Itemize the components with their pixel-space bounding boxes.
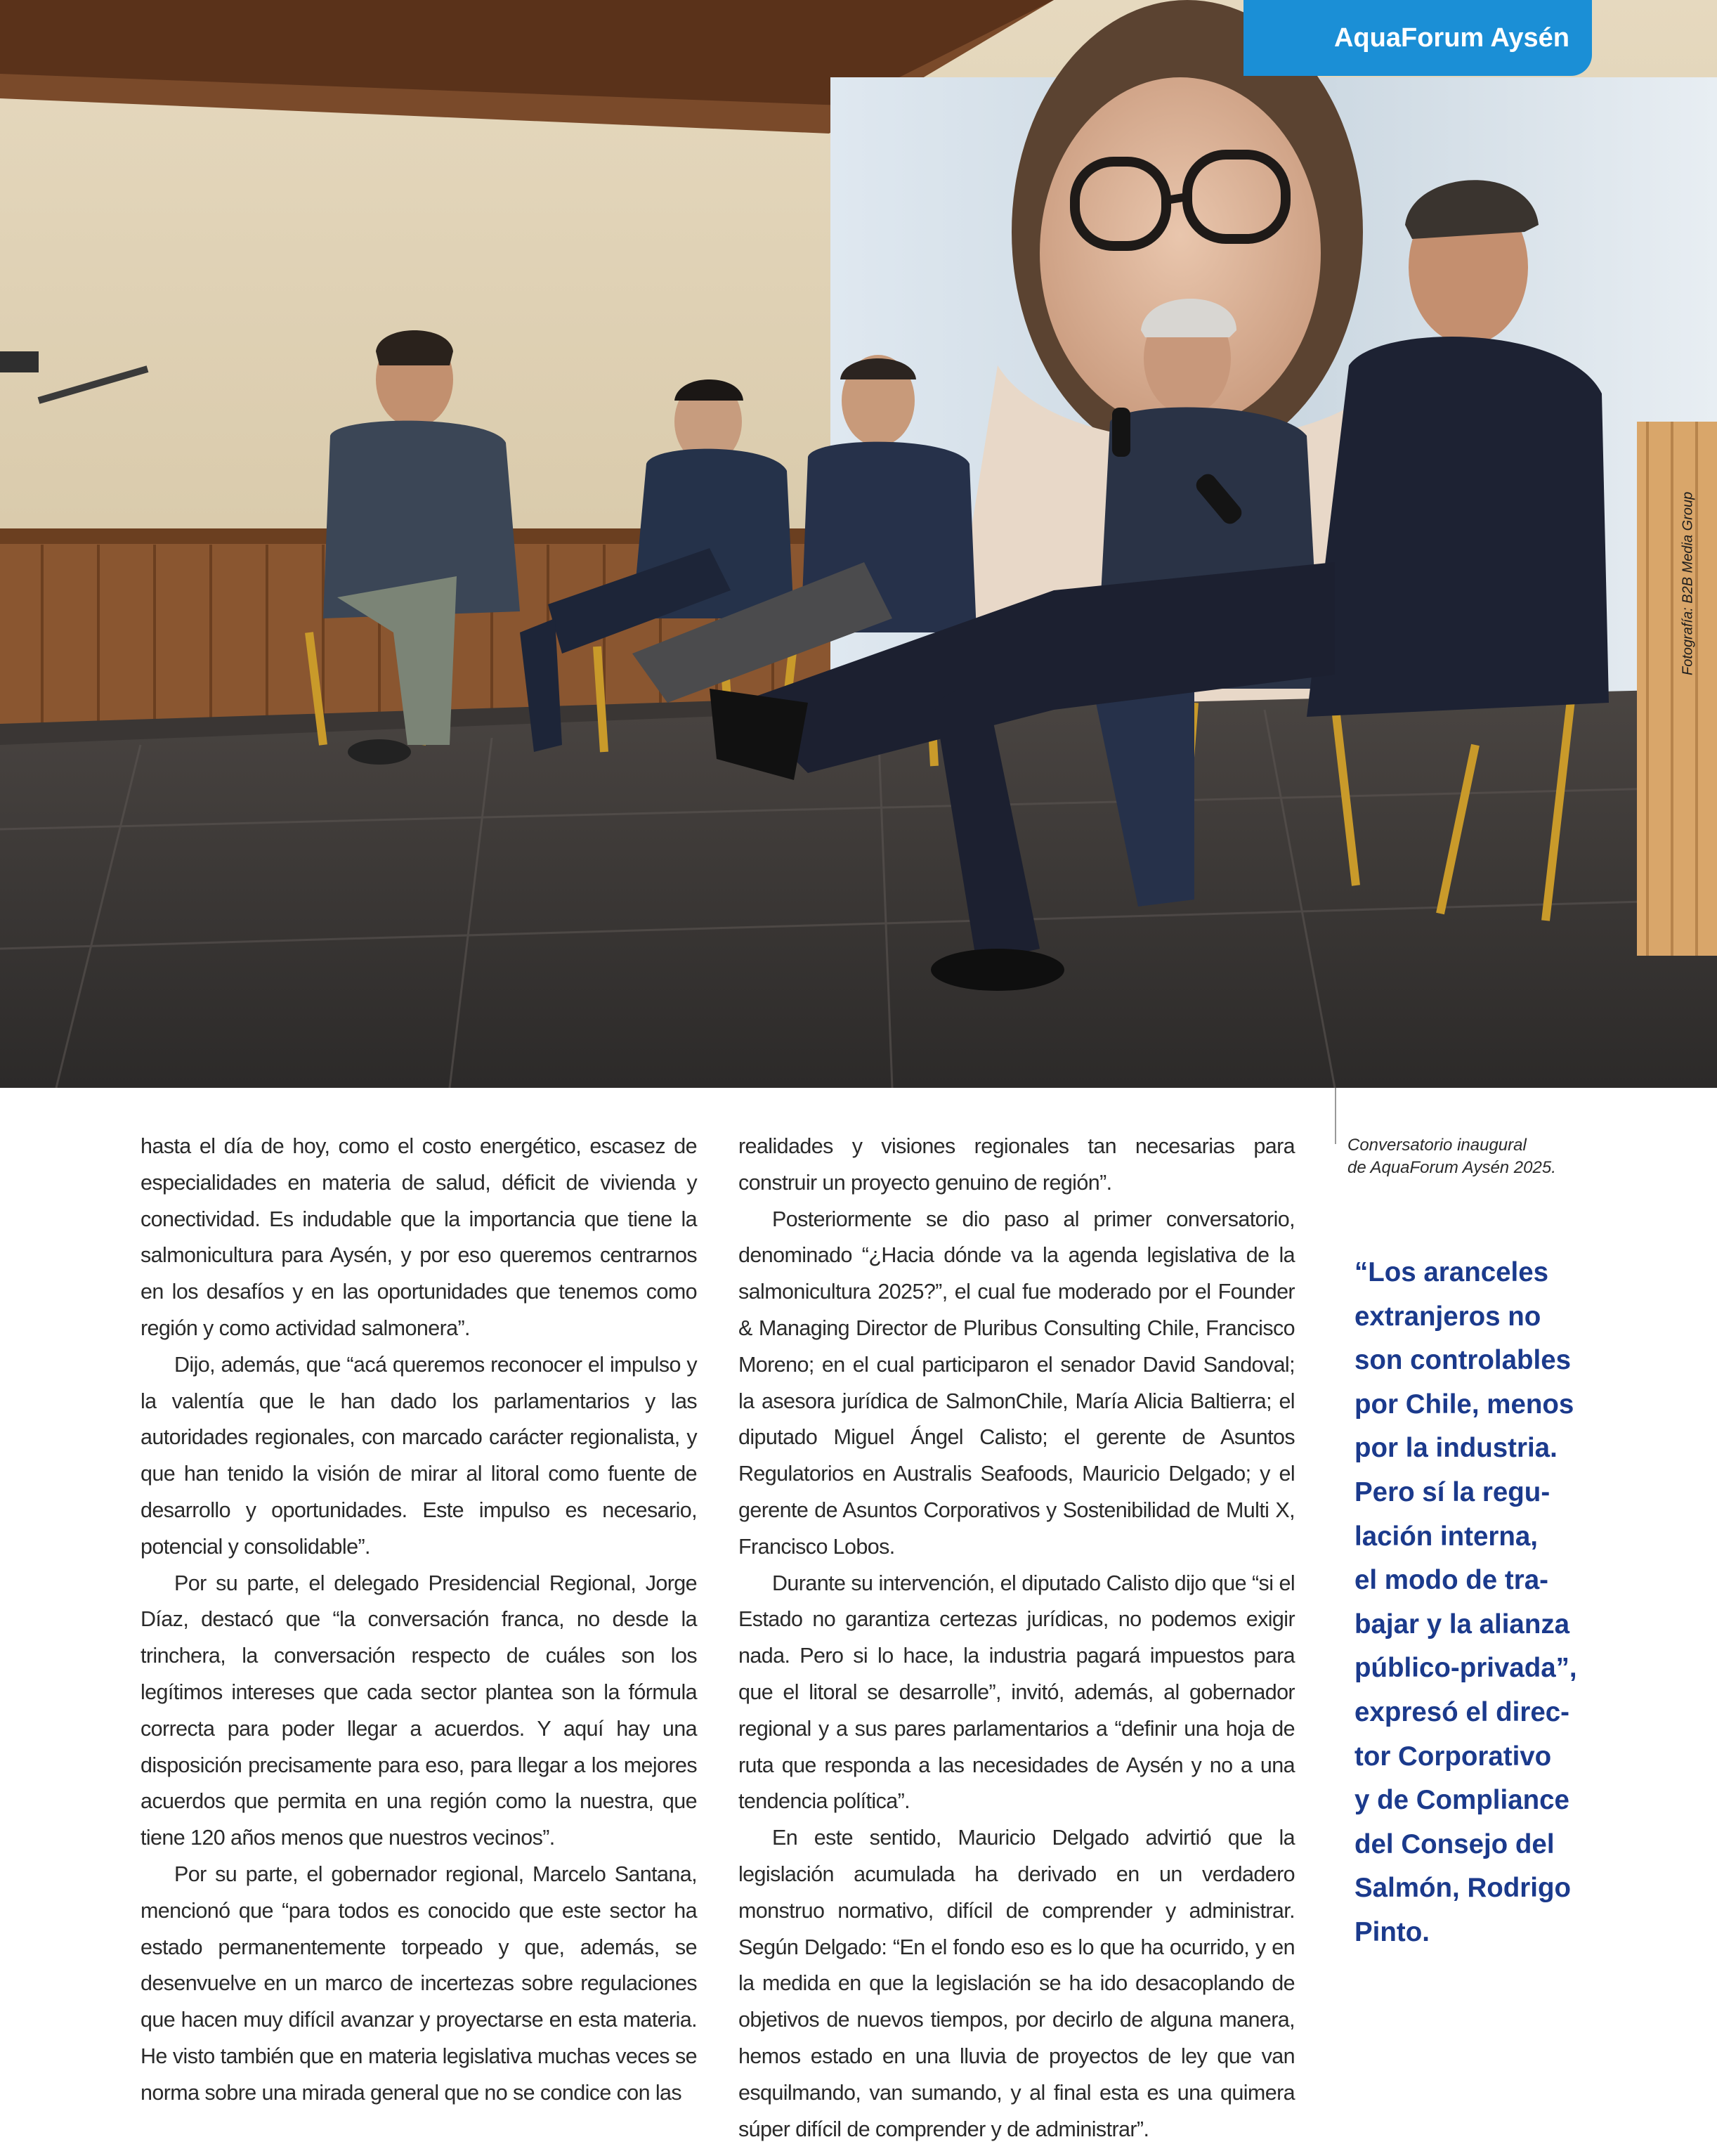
pull-quote-line: extranjeros no [1354,1301,1541,1332]
column2-paragraph-1: realidades y visiones regionales tan necesarias para construir un proyecto genuino de región”. [738,1134,1295,1195]
photo-caption [1347,1134,1628,1179]
column2-paragraph-3: Durante su intervención, el diputado Calisto dijo que “si el Estado no garantiza certezas jurídicas, no podemos exigir nada. Pero si lo hace, la industria pagará impuestos para que el litoral se desarrolle”, invitó, además, al gobernador regional y a sus pares parlamentarios a “definir una hoja de ruta que responda a las necesidades de Aysén y no a una tendencia política”. [738,1571,1295,1814]
caption-line-1: Conversatorio inaugural [1347,1136,1527,1155]
column2-paragraph-4: En este sentido, Mauricio Delgado advirtió que la legislación acumulada ha derivado en un verdadero monstruo normativo, difícil de comprender y administrar. Según Delgado: “En el fondo eso es lo que ha ocurrido, y en la medida en que la legislación se ha ido desacoplando de objetivos de nuevos tiempos, por decirlo de alguna manera, hemos estado en una lluvia de proyectos de ley que van esquilmando, van sumando, y al final esta es una quimera súper difícil de comprender y de administrar”. [738,1826,1295,2141]
column1-paragraph-4: Por su parte, el gobernador regional, Marcelo Santana, mencionó que “para todos es conocido que este sector ha estado permanentemente torpeado y que, además, se desenvuelve en un marco de incertezas sobre regulaciones que hacen muy difícil avanzar y proyectarse en esta materia. He visto también que en materia legislativa muchas veces se norma sobre una mirada general que no se condice con las [141,1862,697,2105]
pull-quote [1354,1251,1692,1955]
pull-quote-line: Pinto. [1354,1916,1430,1947]
caption-divider [1335,1088,1336,1144]
pull-quote-line: son controlables [1354,1345,1572,1376]
pull-quote-line: lación interna, [1354,1521,1539,1552]
column2-paragraph-2: Posteriormente se dio paso al primer conversatorio, denominado “¿Hacia dónde va la agenda legislativa de la salmonicultura 2025?”, el cual fue moderado por el Founder & Managing Director de Pluribus Consulting Chile, Francisco Moreno; en el cual participaron el senador David Sandoval; la asesora jurídica de SalmonChile, María Alicia Baltierra; el diputado Miguel Ángel Calisto; el gerente de Asuntos Regulatorios en Australis Seafoods, Mauricio Delgado; y el gerente de Asuntos Corporativos y Sostenibilidad de Multi X, Francisco Lobos. [738,1207,1295,1559]
pull-quote-line: del Consejo del [1354,1829,1555,1859]
caption-line-2: de AquaForum Aysén 2025. [1347,1158,1556,1177]
photo-credit: Fotografía: B2B Media Group [1680,491,1696,675]
column1-paragraph-1: hasta el día de hoy, como el costo energético, escasez de especialidades en materia de salud, déficit de vivienda y conectividad. Es indudable que la importancia que tiene la salmonicultura para Aysén, y por eso queremos centrarnos en los desafíos y en las oportunidades que tenemos como región y como actividad salmonera”. [141,1134,697,1340]
article-column-2 [738,1129,1295,2148]
column1-paragraph-2: Dijo, además, que “acá queremos reconocer el impulso y la valentía que le han dado los parlamentarios y las autoridades regionales, con marcado carácter regionalista, y que han tenido la visión de mirar al litoral como fuente de desarrollo y oportunidades. Este impulso es necesario, potencial y consolidable”. [141,1352,697,1559]
pull-quote-line: expresó el direc- [1354,1696,1570,1727]
pull-quote-line: “Los aranceles [1354,1257,1549,1287]
column1-paragraph-3: Por su parte, el delegado Presidencial Regional, Jorge Díaz, destacó que “la conversación franca, no desde la trinchera, la conversación respecto de cuáles son los legítimos intereses que cada sector plantea son la fórmula correcta para poder llegar a acuerdos. Y aquí hay una disposición precisamente para eso, para llegar a los mejores acuerdos que permita en una región como la nuestra, que tiene 120 años menos que nuestros vecinos”. [141,1571,697,1850]
pull-quote-line: el modo de tra- [1354,1565,1548,1596]
pull-quote-line: bajar y la alianza [1354,1609,1570,1639]
pull-quote-line: Salmón, Rodrigo [1354,1873,1571,1904]
section-tab [1243,0,1592,76]
pull-quote-line: por la industria. [1354,1433,1558,1464]
section-tab-label: AquaForum Aysén [1333,22,1569,53]
pull-quote-line: público-privada”, [1354,1653,1577,1684]
pull-quote-line: por Chile, menos [1354,1389,1574,1420]
pull-quote-line: y de Compliance [1354,1785,1569,1816]
pull-quote-line: tor Corporativo [1354,1741,1552,1772]
article-column-1 [141,1129,697,2112]
pull-quote-line: Pero sí la regu- [1354,1476,1550,1507]
